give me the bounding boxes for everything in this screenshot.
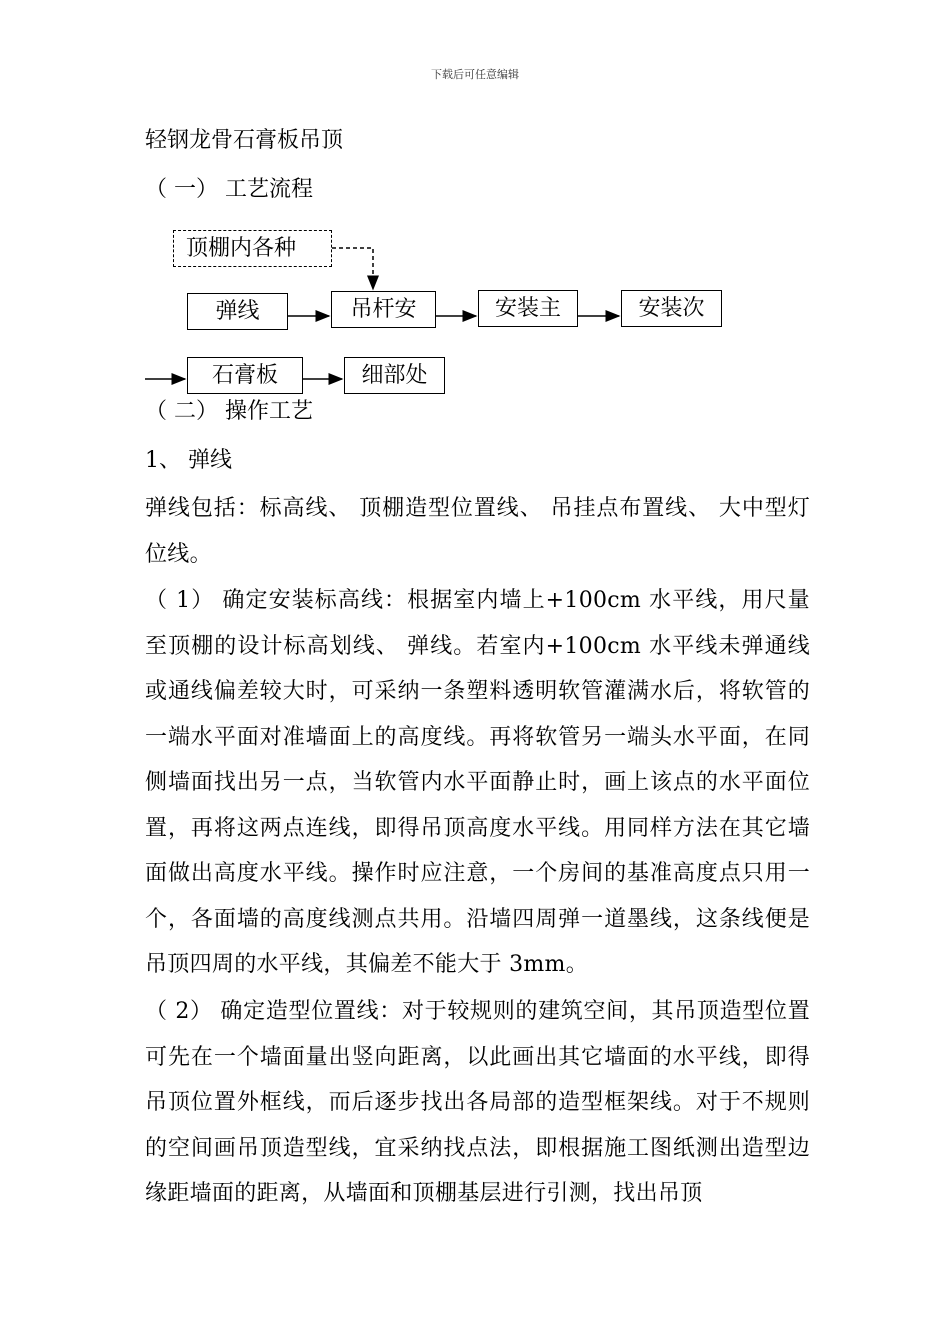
flow-box-gypsum-board: 石膏板 [187,357,303,394]
step-heading-snap-line: 1、 弹线 [145,448,232,473]
paragraph-shape-position-line: （ 2） 确定造型位置线：对于较规则的建筑空间，其吊顶造型位置可先在一个墙面量出竖向距离，以此画出其它墙面的水平线，即得吊顶位置外框线，而后逐步找出各局部的造型框架线。对于不规则的空间画吊顶造型线，宜采纳找点法，即根据施工图纸测出造型边缘距墙面的距离，从墙面和顶棚基层进行引测，找出吊顶 [145,999,810,1206]
paragraph-snap-line-scope: 弹线包括：标高线、 顶棚造型位置线、 吊挂点布置线、 大中型灯位线。 [145,496,811,567]
dashed-connector-arrow [332,248,373,289]
paragraph-elevation-line: （ 1） 确定安装标高线：根据室内墙上+100cm 水平线，用尺量至顶棚的设计标高划线、 弹线。若室内+100cm 水平线未弹通线或通线偏差较大时，可采纳一条塑料透明软管灌满水后，将软管的一端水平面对准墙面上的高度线。再将软管另一端头水平面，在同侧墙面找出另一点，当软管内水平面静止时，画上该点的水平面位置，再将这两点连线，即得吊顶高度水平线。用同样方法在其它墙面做出高度水平线。操作时应注意，一个房间的基准高度点只用一个，各面墙的高度线测点共用。沿墙四周弹一道墨线，这条线便是吊顶四周的水平线，其偏差不能大于 3mm。 [145,588,810,977]
section-heading-operation: （ 二） 操作工艺 [145,399,313,424]
flow-box-hanger-install: 吊杆安 [331,291,436,328]
flow-box-snap-line: 弹线 [187,293,288,330]
document-title: 轻钢龙骨石膏板吊顶 [145,128,344,153]
flow-box-detail-work: 细部处 [344,357,445,394]
section-heading-process-flow: （ 一） 工艺流程 [145,177,313,202]
flow-arrows [0,0,950,420]
header-note: 下载后可任意编辑 [431,68,519,81]
flow-box-main-keel: 安装主 [478,290,578,327]
flow-box-ceiling-services: 顶棚内各种 [173,230,332,267]
flow-box-secondary-keel: 安装次 [621,290,722,327]
